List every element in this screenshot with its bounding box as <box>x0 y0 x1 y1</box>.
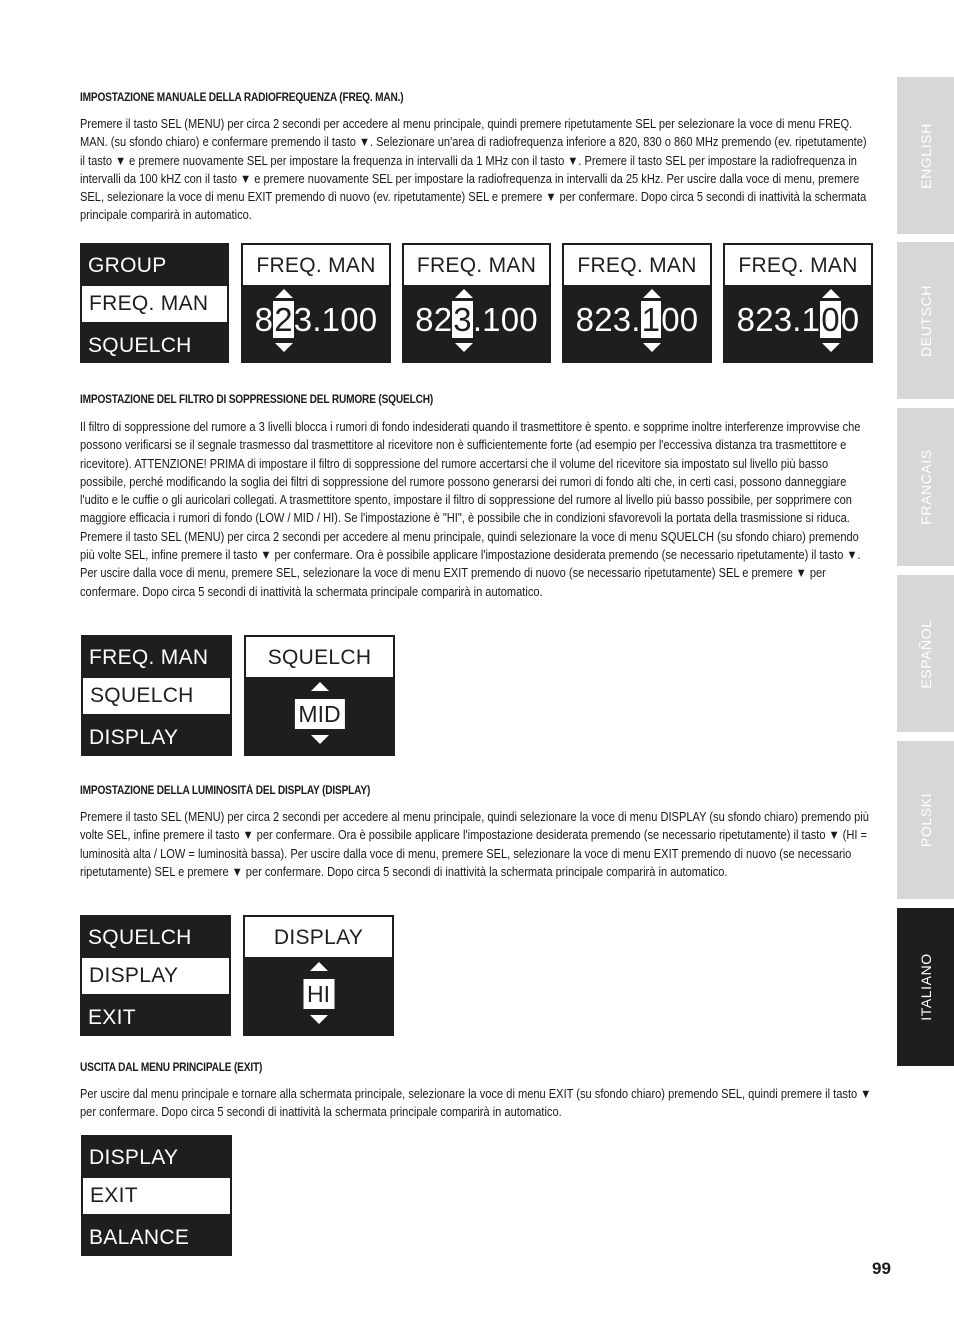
selected-digit: 1 <box>641 301 661 338</box>
frequency-value: 823.100 <box>736 301 860 338</box>
up-arrow-icon <box>310 962 328 971</box>
menu-screen-2 <box>81 635 232 756</box>
menu-item-selected: EXIT <box>83 1178 230 1214</box>
squelch-screen <box>244 635 395 756</box>
screen-title: SQUELCH <box>246 637 393 677</box>
tab-espanol[interactable]: ESPAÑOL <box>897 575 954 732</box>
selected-digit: 2 <box>274 301 293 338</box>
menu-item: GROUP <box>88 254 167 277</box>
tab-polski[interactable]: POLSKI <box>897 741 954 899</box>
screen-title: DISPLAY <box>245 917 392 957</box>
down-arrow-icon <box>275 343 293 352</box>
menu-item: EXIT <box>88 1006 136 1029</box>
freq-screen-3 <box>562 243 712 363</box>
screen-title: FREQ. MAN <box>404 245 549 285</box>
display-value: HI <box>303 979 334 1009</box>
frequency-value: 823.100 <box>575 301 699 338</box>
menu-screen-4 <box>81 1135 232 1256</box>
section-heading-squelch: IMPOSTAZIONE DEL FILTRO DI SOPPRESSIONE DEL RUMORE (SQUELCH) <box>80 394 434 406</box>
freq-screen-2 <box>402 243 551 363</box>
section-heading-exit: USCITA DAL MENU PRINCIPALE (EXIT) <box>80 1062 263 1074</box>
section-text-freq: Premere il tasto SEL (MENU) per circa 2 secondi per accedere al menu principale, quindi premere ripetutamente SEL per selezionare la voce di menu FREQ. MAN. (su sfondo chiaro) e confermare premendo il tasto ▼. Selezionare un'area di radiofrequenza inferiore a 820, 830 o 860 MHz premendo (ev. ripetutamente) il tasto ▼ e premere nuovamente SEL per impostare la frequenza in intervalli da 1 MHz con il tasto ▼. Premere il tasto SEL per impostare la radiofrequenza in intervalli da 100 kHZ con il tasto ▼ e premere nuovamente SEL per impostare la radiofrequenza in intervalli da 25 kHz. Per uscire dalla voce di menu, premere SEL, selezionare la voce di menu EXIT premendo di nuovo (ev. ripetutamente) SEL e premere ▼ per confermare. Dopo circa 5 secondi di inattività la schermata principale comparirà in automatico. <box>80 117 867 223</box>
menu-item: DISPLAY <box>89 1146 179 1169</box>
menu-item-selected: DISPLAY <box>82 958 229 994</box>
freq-screen-1 <box>241 243 391 363</box>
section-heading-freq: IMPOSTAZIONE MANUALE DELLA RADIOFREQUENZA (FREQ. MAN.) <box>80 92 404 104</box>
display-screen <box>243 915 394 1036</box>
down-arrow-icon <box>310 1015 328 1024</box>
frequency-value: 823.100 <box>415 301 538 338</box>
tab-deutsch[interactable]: DEUTSCH <box>897 242 954 399</box>
section-text-display: Premere il tasto SEL (MENU) per circa 2 secondi per accedere al menu principale, quindi selezionare la voce di menu DISPLAY (su sfondo chiaro) premendo più volte SEL, infine premere il tasto ▼ per confermare. Ora è possibile applicare l'impostazione desiderata premendo (se necessario ripetutamente) il tasto ▼ (HI = luminosità alta / LOW = luminosità bassa). Per uscire dalla voce di menu, premere SEL, selezionare la voce di menu EXIT premendo di nuovo (se necessario ripetutamente) SEL e premere ▼ per confermare. Dopo circa 5 secondi di inattività la schermata principale comparirà in automatico. <box>80 810 869 879</box>
tab-francais[interactable]: FRANCAIS <box>897 408 954 566</box>
down-arrow-icon <box>822 343 840 352</box>
menu-item: FREQ. MAN <box>89 646 209 669</box>
down-arrow-icon <box>643 343 661 352</box>
down-arrow-icon <box>455 343 473 352</box>
selected-digit: 3 <box>453 301 472 338</box>
screen-title: FREQ. MAN <box>564 245 710 285</box>
section-text-exit: Per uscire dal menu principale e tornare alla schermata principale, selezionare la voce di menu EXIT (su sfondo chiaro) premendo SEL, quindi premere il tasto ▼ per confermare. Dopo circa 5 secondi di inattività la schermata principale comparirà in automatico. <box>80 1087 872 1120</box>
up-arrow-icon <box>311 682 329 691</box>
freq-screen-4 <box>723 243 873 363</box>
tab-italiano[interactable]: ITALIANO <box>897 908 954 1066</box>
up-arrow-icon <box>455 289 473 298</box>
section-text-squelch: Il filtro di soppressione del rumore a 3 livelli blocca i rumori di fondo indesiderati quando il trasmettitore è spento. e sopprime inoltre interferenze improvvise che possono verificarsi se il segnale trasmesso dal trasmettitore al ricevitore non è sufficientemente forte (ad esempio per l'eccessiva distanza tra trasmettitore e ricevitore). ATTENZIONE! PRIMA di impostare il filtro di soppressione del rumore accertarsi che il volume del ricevitore sia impostato sul livello più basso possibile, perché modificando la soglia dei filtri di soppressione del rumore possono generarsi dei rumori di fondo alti che, in certi casi, possono danneggiare l'udito e le cuffie o gli auricolari collegati. A trasmettitore spento, impostare il filtro di soppressione del rumore al livello più basso possibile, per sopprimere con maggiore efficacia i rumori di fondo (LOW / MID / HI). Se l'impostazione è "HI", è possibile che in condizioni sfavorevoli la portata della trasmissione si riduca. Premere il tasto SEL (MENU) per circa 2 secondi per accedere al menu principale, quindi selezionare la voce di menu SQUELCH (su sfondo chiaro) premendo più volte SEL, infine premere il tasto ▼ per confermare. Ora è possibile applicare l'impostazione desiderata premendo (se necessario ripetutamente) il tasto ▼. Per uscire dalla voce di menu, premere SEL, selezionare la voce di menu EXIT premendo di nuovo (se necessario ripetutamente) SEL e premere ▼ per confermare. Dopo circa 5 secondi di inattività la schermata principale comparirà in automatico. <box>80 420 861 599</box>
up-arrow-icon <box>643 289 661 298</box>
menu-item: DISPLAY <box>89 726 179 749</box>
up-arrow-icon <box>275 289 293 298</box>
frequency-value: 823.100 <box>254 301 378 338</box>
menu-item: SQUELCH <box>88 334 192 357</box>
menu-screen-3 <box>80 915 231 1036</box>
down-arrow-icon <box>311 735 329 744</box>
screen-title: FREQ. MAN <box>243 245 389 285</box>
menu-item: SQUELCH <box>88 926 192 949</box>
menu-item: BALANCE <box>89 1226 190 1249</box>
section-heading-display: IMPOSTAZIONE DELLA LUMINOSITÀ DEL DISPLAY (DISPLAY) <box>80 785 371 797</box>
screen-title: FREQ. MAN <box>725 245 871 285</box>
squelch-value: MID <box>294 699 344 729</box>
menu-screen-1 <box>80 243 229 363</box>
up-arrow-icon <box>822 289 840 298</box>
tab-english[interactable]: ENGLISH <box>897 77 954 234</box>
page-number: 99 <box>872 1259 891 1278</box>
menu-item-selected: SQUELCH <box>83 678 230 714</box>
selected-digit: 0 <box>821 301 840 338</box>
menu-item-selected: FREQ. MAN <box>82 286 227 322</box>
